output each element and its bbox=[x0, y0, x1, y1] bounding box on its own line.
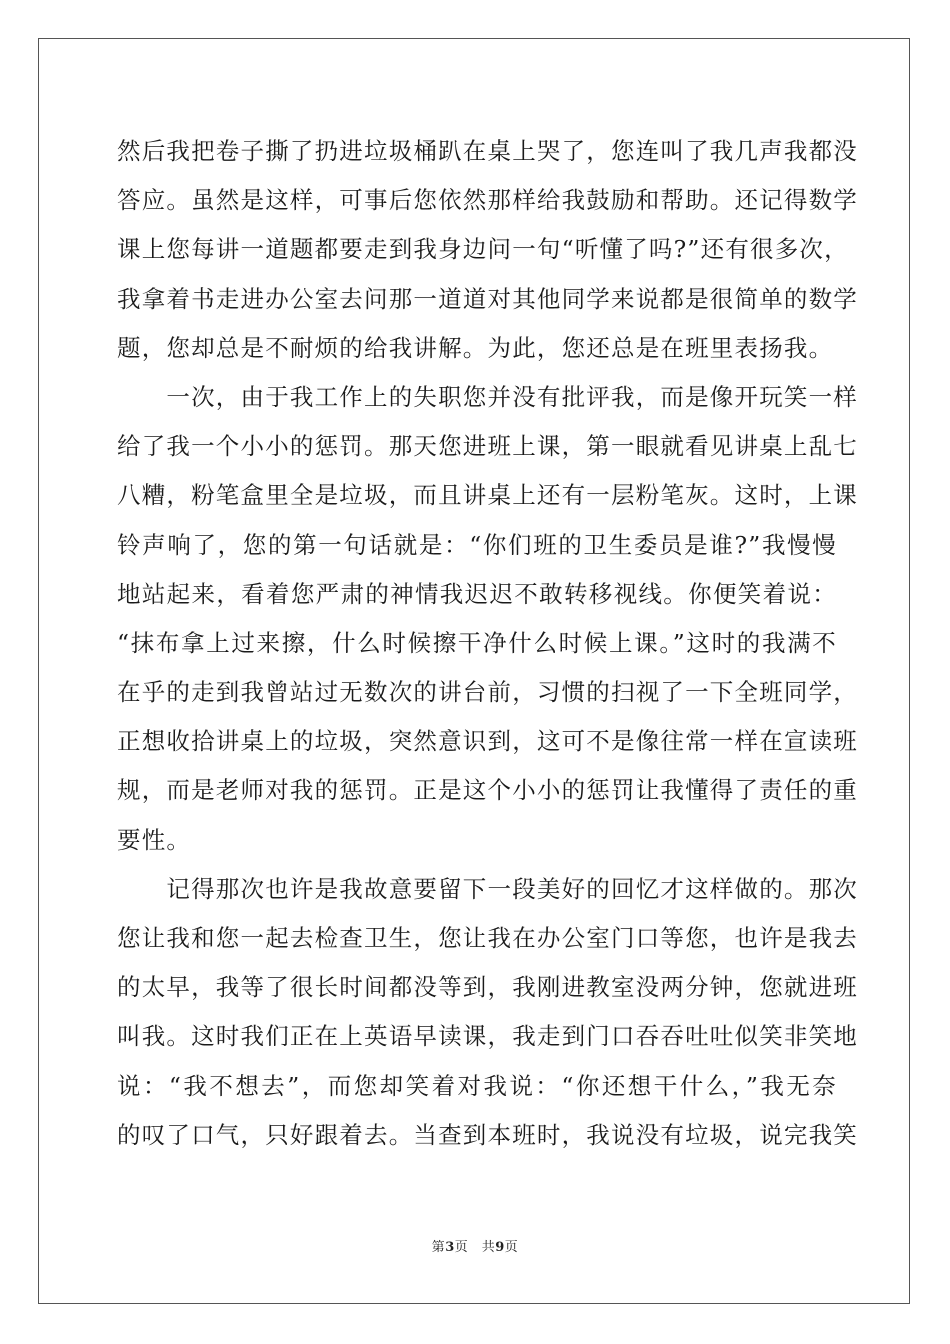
paragraph-2 bbox=[117, 373, 858, 865]
paragraph-3 bbox=[117, 865, 858, 1160]
paragraph-1 bbox=[117, 127, 858, 373]
page-footer bbox=[0, 1236, 950, 1255]
text-line: 答应。虽然是这样，可事后您依然那样给我鼓励和帮助。还记得数学 bbox=[117, 186, 858, 215]
page-suffix: 页 bbox=[504, 1240, 519, 1255]
page-mid: 页 共 bbox=[454, 1240, 496, 1255]
page-prefix: 第 bbox=[431, 1240, 446, 1255]
text-line: 的太早，我等了很长时间都没等到，我刚进教室没两分钟，您就进班 bbox=[117, 973, 858, 1002]
text-line: “抹布拿上过来擦，什么时候擦干净什么时候上课。”这时的我满不 bbox=[117, 628, 837, 657]
text-line: 说：“我不想去”，而您却笑着对我说：“你还想干什么，”我无奈 bbox=[117, 1071, 837, 1100]
text-line: 一次，由于我工作上的失职您并没有批评我，而是像开玩笑一样 bbox=[117, 382, 858, 411]
text-line: 八糟，粉笔盒里全是垃圾，而且讲桌上还有一层粉笔灰。这时，上课 bbox=[117, 481, 858, 510]
text-line: 题，您却总是不耐烦的给我讲解。为此，您还总是在班里表扬我。 bbox=[117, 333, 834, 362]
text-line: 正想收拾讲桌上的垃圾，突然意识到，这可不是像往常一样在宣读班 bbox=[117, 727, 858, 756]
total-page-number: 9 bbox=[495, 1240, 505, 1255]
text-line: 然后我把卷子撕了扔进垃圾桶趴在桌上哭了，您连叫了我几声我都没 bbox=[117, 137, 858, 165]
text-line: 要性。 bbox=[117, 825, 192, 854]
document-body bbox=[117, 127, 858, 1160]
text-line: 的叹了口气，只好跟着去。当查到本班时，我说没有垃圾，说完我笑 bbox=[117, 1120, 858, 1149]
text-line: 我拿着书走进办公室去问那一道道对其他同学来说都是很简单的数学 bbox=[117, 284, 858, 313]
text-line: 地站起来，看着您严肃的神情我迟迟不敢转移视线。你便笑着说： bbox=[117, 579, 837, 608]
text-line: 铃声响了，您的第一句话就是：“你们班的卫生委员是谁?”我慢慢 bbox=[117, 530, 837, 559]
text-line: 叫我。这时我们正在上英语早读课，我走到门口吞吞吐吐似笑非笑地 bbox=[117, 1022, 858, 1051]
text-line: 记得那次也许是我故意要留下一段美好的回忆才这样做的。那次 bbox=[117, 874, 858, 903]
text-line: 课上您每讲一道题都要走到我身边问一句“听懂了吗?”还有很多次， bbox=[117, 235, 849, 264]
text-line: 您让我和您一起去检查卫生，您让我在办公室门口等您，也许是我去 bbox=[117, 924, 858, 952]
text-line: 给了我一个小小的惩罚。那天您进班上课，第一眼就看见讲桌上乱七 bbox=[117, 432, 858, 461]
text-line: 在乎的走到我曾站过无数次的讲台前，习惯的扫视了一下全班同学， bbox=[117, 678, 858, 707]
text-line: 规，而是老师对我的惩罚。正是这个小小的惩罚让我懂得了责任的重 bbox=[117, 776, 858, 805]
current-page-number: 3 bbox=[445, 1240, 455, 1255]
